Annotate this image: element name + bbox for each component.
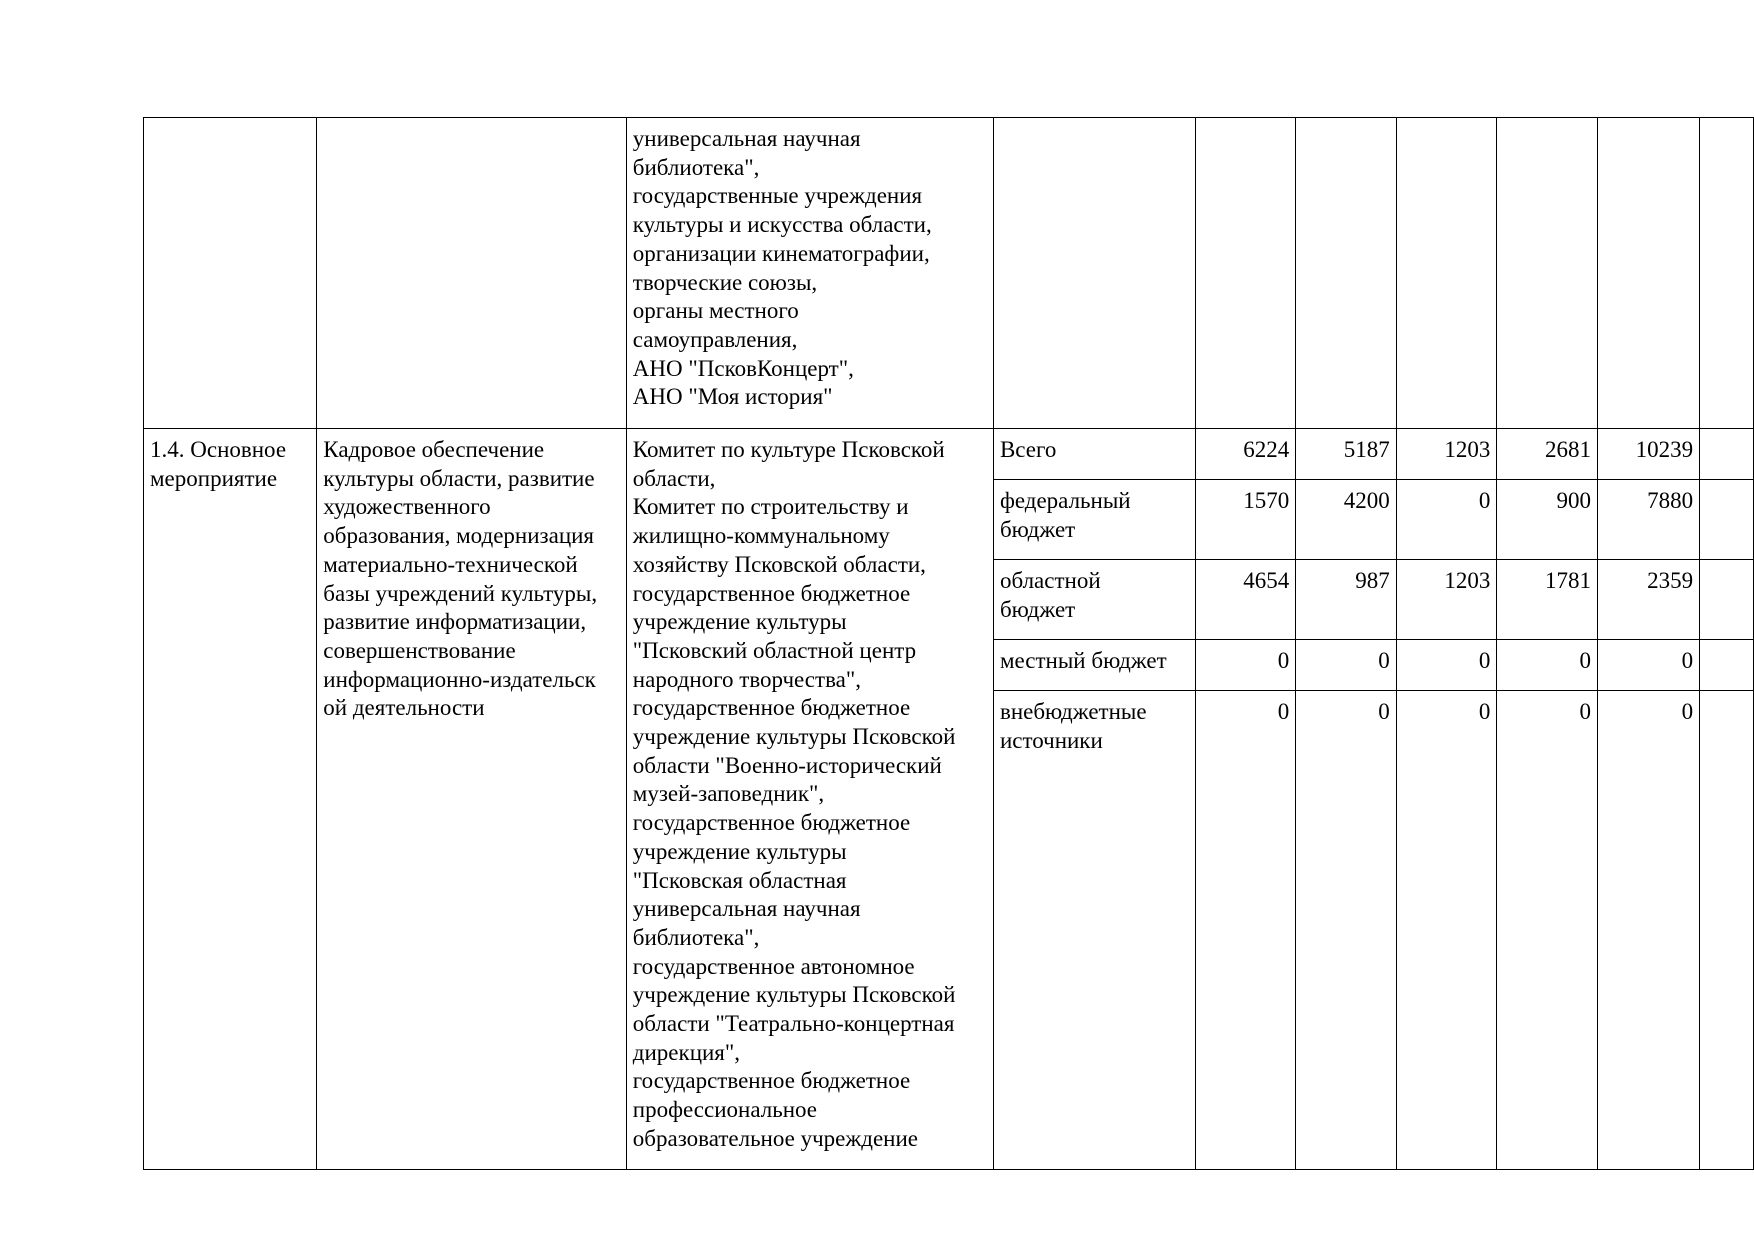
executor-line: области "Театрально-концертная bbox=[632, 1011, 955, 1037]
funding-value-cell-cut bbox=[1700, 640, 1754, 691]
funding-source-cell bbox=[993, 640, 1195, 691]
section-name-cell bbox=[317, 429, 627, 1170]
executor-line: Комитет по культуре Псковской bbox=[632, 437, 945, 462]
funding-source-cell bbox=[993, 691, 1195, 1170]
executor-line: государственные учреждения bbox=[632, 183, 923, 209]
executor-line: музей-заповедник", bbox=[632, 781, 825, 807]
funding-value-cell: 0 bbox=[1195, 691, 1296, 1170]
funding-value-cell: 0 bbox=[1497, 691, 1598, 1170]
executor-line: учреждение культуры bbox=[632, 838, 847, 864]
cont-name-cell bbox=[317, 118, 627, 429]
funding-value-cell: 1781 bbox=[1497, 560, 1598, 640]
executor-line: учреждение культуры Псковской bbox=[632, 982, 956, 1008]
funding-value-cell: 1570 bbox=[1195, 480, 1296, 560]
funding-value-cell: 0 bbox=[1497, 640, 1598, 691]
funding-value-cell-cut bbox=[1700, 691, 1754, 1170]
cont-number-cell bbox=[144, 118, 317, 429]
funding-value-cell: 0 bbox=[1296, 640, 1397, 691]
executor-line: жилищно-коммунальному bbox=[632, 523, 890, 549]
executor-line: органы местного bbox=[632, 298, 799, 324]
executor-line: "Псковский областной центр bbox=[632, 637, 917, 663]
funding-value-cell: 0 bbox=[1396, 640, 1497, 691]
program-table bbox=[143, 117, 1754, 1170]
funding-source-label: бюджет bbox=[999, 596, 1076, 622]
funding-value-cell: 987 bbox=[1296, 560, 1397, 640]
executor-line: дирекция", bbox=[632, 1039, 741, 1065]
funding-value-cell-cut bbox=[1700, 560, 1754, 640]
funding-source-cell bbox=[993, 560, 1195, 640]
funding-source-label: внебюджетные bbox=[999, 699, 1147, 724]
executor-line: АНО "Моя история" bbox=[632, 384, 833, 410]
funding-value-cell: 900 bbox=[1497, 480, 1598, 560]
section-name-line: образования, модернизация bbox=[323, 523, 595, 549]
funding-source-label: федеральный bbox=[999, 488, 1131, 513]
cont-executors-cell bbox=[626, 118, 993, 429]
section-name-line: Кадровое обеспечение bbox=[323, 437, 545, 462]
executor-line: Комитет по строительству и bbox=[632, 494, 909, 520]
funding-source-cell bbox=[993, 480, 1195, 560]
section-number-line: мероприятие bbox=[150, 465, 278, 491]
executor-line: самоуправления, bbox=[632, 326, 798, 352]
executor-line: государственное бюджетное bbox=[632, 810, 911, 836]
funding-value-cell: 5187 bbox=[1296, 429, 1397, 480]
executor-line: государственное бюджетное bbox=[632, 695, 911, 721]
funding-value-cell: 0 bbox=[1195, 640, 1296, 691]
section-number-cell bbox=[144, 429, 317, 1170]
cont-value-cell bbox=[1396, 118, 1497, 429]
executor-line: "Псковская областная bbox=[632, 867, 847, 893]
funding-value-cell: 10239 bbox=[1598, 429, 1700, 480]
funding-source-label: Всего bbox=[999, 437, 1057, 462]
funding-value-cell: 6224 bbox=[1195, 429, 1296, 480]
executor-line: библиотека", bbox=[632, 154, 760, 180]
section-name-line: материально-технической bbox=[323, 551, 578, 577]
executor-line: библиотека", bbox=[632, 924, 760, 950]
funding-value-cell: 0 bbox=[1598, 691, 1700, 1170]
section-executors-cell bbox=[626, 429, 993, 1170]
funding-source-label: местный бюджет bbox=[999, 648, 1167, 673]
funding-value-cell-cut bbox=[1700, 480, 1754, 560]
section-number-line: 1.4. Основное bbox=[150, 437, 287, 462]
executor-line: организации кинематографии, bbox=[632, 240, 930, 266]
funding-value-cell: 4200 bbox=[1296, 480, 1397, 560]
funding-value-cell: 0 bbox=[1296, 691, 1397, 1170]
section-name-line: информационно-издательск bbox=[323, 666, 596, 692]
section-name-line: совершенствование bbox=[323, 637, 516, 663]
section-name-line: художественного bbox=[323, 494, 491, 520]
cont-value-cell bbox=[1497, 118, 1598, 429]
cont-value-cell bbox=[1700, 118, 1754, 429]
executor-line: государственное бюджетное bbox=[632, 1068, 911, 1094]
cont-value-cell bbox=[1195, 118, 1296, 429]
executor-line: профессиональное bbox=[632, 1097, 817, 1123]
executor-line: государственное бюджетное bbox=[632, 580, 911, 606]
cont-source-cell bbox=[993, 118, 1195, 429]
executor-line: области, bbox=[632, 465, 716, 491]
executor-line: творческие союзы, bbox=[632, 269, 818, 295]
executor-line: области "Военно-исторический bbox=[632, 752, 942, 778]
executor-line: народного творчества", bbox=[632, 666, 861, 692]
continuation-row bbox=[144, 118, 1754, 429]
executor-line: хозяйству Псковской области, bbox=[632, 551, 926, 577]
funding-row-total bbox=[144, 429, 1754, 480]
executor-line: универсальная научная bbox=[632, 896, 861, 922]
funding-source-label: областной bbox=[999, 568, 1101, 593]
section-name-line: ой деятельности bbox=[323, 695, 485, 721]
funding-value-cell: 2359 bbox=[1598, 560, 1700, 640]
section-name-line: культуры области, развитие bbox=[323, 465, 595, 491]
funding-source-label: источники bbox=[999, 727, 1103, 753]
executor-line: АНО "ПсковКонцерт", bbox=[632, 355, 854, 381]
funding-value-cell: 0 bbox=[1396, 691, 1497, 1170]
executor-line: культуры и искусства области, bbox=[632, 212, 932, 238]
funding-value-cell: 2681 bbox=[1497, 429, 1598, 480]
funding-source-label: бюджет bbox=[999, 516, 1076, 542]
cont-value-cell bbox=[1598, 118, 1700, 429]
funding-value-cell: 4654 bbox=[1195, 560, 1296, 640]
funding-value-cell: 0 bbox=[1396, 480, 1497, 560]
funding-value-cell: 7880 bbox=[1598, 480, 1700, 560]
funding-value-cell: 1203 bbox=[1396, 560, 1497, 640]
funding-value-cell: 0 bbox=[1598, 640, 1700, 691]
executor-line: учреждение культуры Псковской bbox=[632, 724, 956, 750]
funding-value-cell: 1203 bbox=[1396, 429, 1497, 480]
executor-line: образовательное учреждение bbox=[632, 1125, 919, 1151]
executor-line: государственное автономное bbox=[632, 953, 915, 979]
section-name-line: развитие информатизации, bbox=[323, 609, 587, 635]
cont-value-cell bbox=[1296, 118, 1397, 429]
executor-line: универсальная научная bbox=[632, 126, 861, 151]
executor-line: учреждение культуры bbox=[632, 609, 847, 635]
funding-value-cell-cut bbox=[1700, 429, 1754, 480]
section-name-line: базы учреждений культуры, bbox=[323, 580, 598, 606]
funding-source-cell bbox=[993, 429, 1195, 480]
